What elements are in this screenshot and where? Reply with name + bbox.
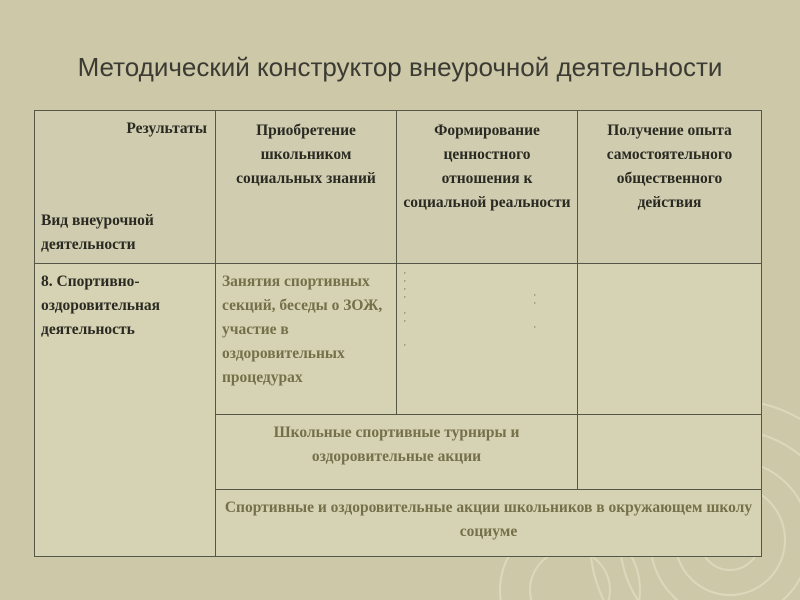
level3-cell: Спортивные и оздоровительные акции школьников в окружающем школу социуме	[216, 490, 762, 557]
level2-empty-cell	[397, 264, 578, 415]
activity-type-label: Вид внеурочной деятельности	[41, 212, 154, 253]
dotted-artifact: · · ·	[533, 292, 537, 331]
table-header-row	[35, 111, 762, 264]
dotted-artifact: · · · · · · ·	[403, 270, 407, 349]
level3-empty-cell	[578, 415, 762, 490]
results-label: Результаты	[126, 120, 207, 137]
slide-title: Методический конструктор внеурочной деятельности	[77, 52, 723, 82]
activity-constructor-table	[34, 110, 762, 557]
header-value-attitude: Формирование ценностного отношения к социальной реальности	[397, 111, 578, 264]
table-row	[35, 264, 762, 415]
level2-cell: Школьные спортивные турниры и оздоровительные акции	[216, 415, 578, 490]
level3-empty-cell	[578, 264, 762, 415]
level1-cell: Занятия спортивных секций, беседы о ЗОЖ, участие в оздоровительных процедурах	[216, 264, 397, 415]
activity-name-cell: 8. Спортивно-оздоровительная деятельность	[35, 264, 216, 557]
results-activity-header-cell	[35, 111, 216, 264]
header-social-action-experience: Получение опыта самостоятельного общественного действия	[578, 111, 762, 264]
header-social-knowledge: Приобретение школьником социальных знаний	[216, 111, 397, 264]
